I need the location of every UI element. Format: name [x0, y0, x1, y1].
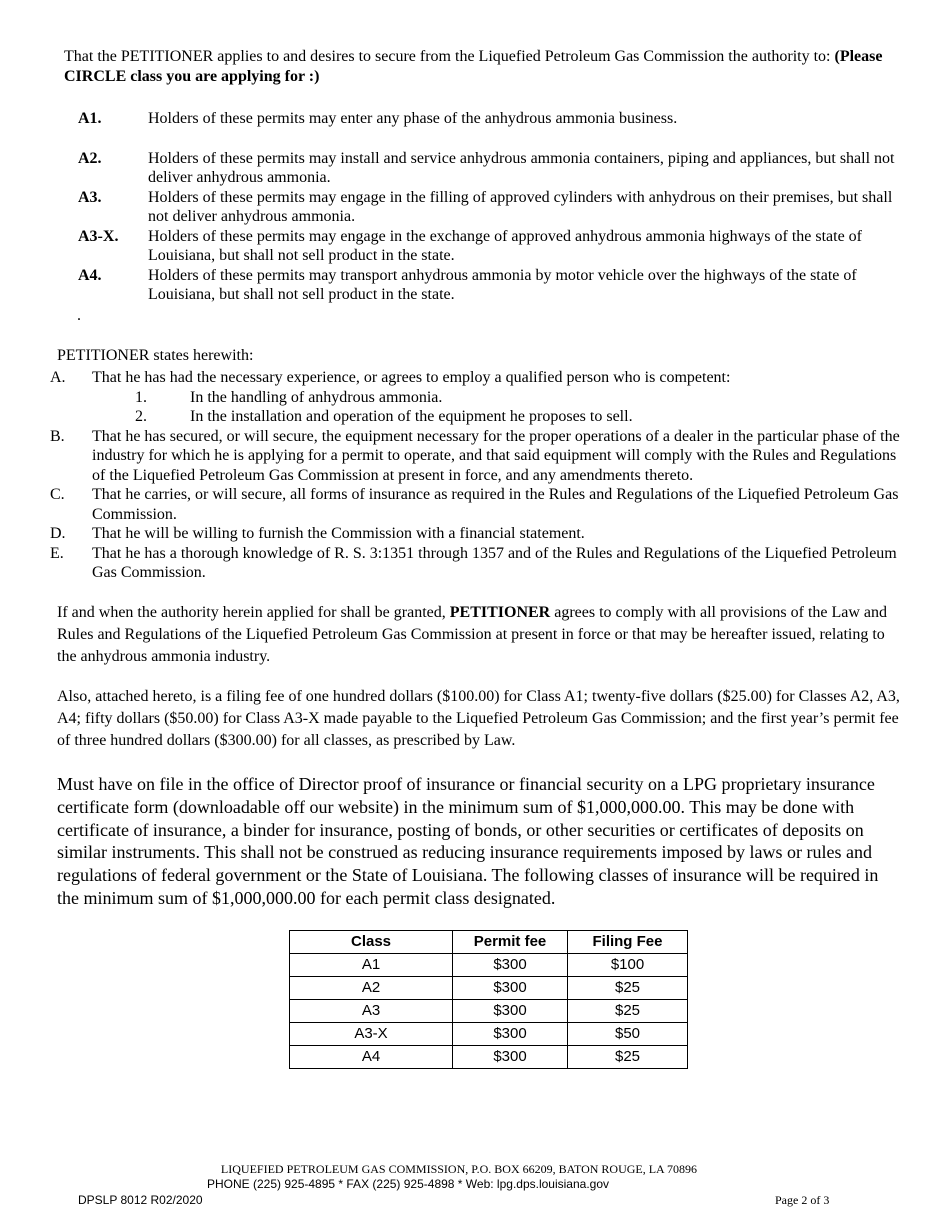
- fee-table-header-row: [290, 931, 688, 954]
- cell-permit-fee: $300: [453, 977, 568, 1000]
- cell-filing-fee: $25: [568, 1046, 688, 1069]
- statement-b: [50, 427, 900, 486]
- permit-class-description: Holders of these permits may engage in the filling of approved cylinders with anhydrous on their premises, but shall not deliver anhydrous ammonia.: [148, 188, 893, 225]
- permit-class-list: [78, 109, 908, 305]
- footer-page-number: Page 2 of 3: [775, 1193, 830, 1207]
- permit-class-code: A3.: [78, 188, 102, 206]
- permit-class-a1[interactable]: [78, 109, 908, 129]
- statement-d: [50, 524, 900, 544]
- cell-filing-fee: $25: [568, 1000, 688, 1023]
- compliance-petitioner: PETITIONER: [449, 604, 551, 621]
- statement-text: That he will be willing to furnish the Commission with a financial statement.: [92, 525, 585, 542]
- insurance-paragraph: Must have on file in the office of Director proof of insurance or financial security on a LPG proprietary insurance certificate form (downloadable off our website) in the minimum sum of $1,000,000.00. This may be done with certificate of insurance, a binder for insurance, posting of bonds, or other securities or certificates of deposits on similar instruments. This shall not be construed as reducing insurance requirements imposed by laws or rules and regulations of federal government or the State of Louisiana. The following classes of insurance will be required in the minimum sum of $1,000,000.00 for each permit class designated.: [57, 774, 879, 908]
- cell-permit-fee: $300: [453, 1023, 568, 1046]
- cell-permit-fee: $300: [453, 1046, 568, 1069]
- footer-contact: PHONE (225) 925-4895 * FAX (225) 925-4898 * Web: lpg.dps.louisiana.gov: [206, 1177, 610, 1191]
- petitioner-statements: [50, 368, 900, 583]
- cell-permit-fee: $300: [453, 1000, 568, 1023]
- statement-letter: D.: [50, 525, 66, 542]
- cell-filing-fee: $100: [568, 954, 688, 977]
- permit-class-description: Holders of these permits may install and service anhydrous ammonia containers, piping and appliances, but shall not deliver anhydrous ammonia.: [148, 149, 895, 186]
- footer-address: LIQUEFIED PETROLEUM GAS COMMISSION, P.O. BOX 66209, BATON ROUGE, LA 70896: [220, 1162, 698, 1176]
- table-row: [290, 977, 688, 1000]
- header-permit-fee: Permit fee: [453, 931, 568, 954]
- permit-class-a4[interactable]: [78, 266, 908, 305]
- permit-class-a3[interactable]: [78, 188, 908, 227]
- statement-letter: E.: [50, 544, 64, 562]
- fee-table: [289, 930, 688, 1069]
- stray-dot: .: [77, 307, 81, 324]
- permit-class-description: Holders of these permits may engage in the exchange of approved anhydrous ammonia highways of the state of Louisiana, but shall not sell product in the state.: [148, 227, 863, 264]
- permit-class-code: A1.: [78, 110, 102, 127]
- permit-class-a3x[interactable]: [78, 227, 908, 266]
- permit-class-code: A4.: [78, 266, 102, 284]
- filing-fee-paragraph: Also, attached hereto, is a filing fee of one hundred dollars ($100.00) for Class A1; twenty-five dollars ($25.00) for Classes A2, A3, A4; fifty dollars ($50.00) for Class A3-X made payable to the Liquefied Petroleum Gas Commission; and the first year’s permit fee of three hundred dollars ($300.00) for all classes, as prescribed by Law.: [57, 688, 900, 749]
- compliance-paragraph: [57, 602, 902, 668]
- statement-c: [50, 485, 900, 524]
- statement-a: [50, 368, 900, 388]
- header-class: Class: [290, 931, 453, 954]
- permit-class-code: A3-X.: [78, 227, 119, 245]
- sub-item-number: 2.: [135, 408, 147, 425]
- cell-class: A3: [290, 1000, 453, 1023]
- sub-item-number: 1.: [135, 388, 147, 406]
- table-row: [290, 1046, 688, 1069]
- intro-text: That the PETITIONER applies to and desires to secure from the Liquefied Petroleum Gas Commission the authority to:: [64, 48, 835, 65]
- cell-permit-fee: $300: [453, 954, 568, 977]
- compliance-text-start: If and when the authority herein applied for shall be granted,: [57, 604, 450, 621]
- statement-letter: A.: [50, 369, 66, 386]
- intro-paragraph: [64, 47, 894, 86]
- statement-text: That he carries, or will secure, all forms of insurance as required in the Rules and Regulations of the Liquefied Petroleum Gas Commission.: [92, 486, 899, 523]
- footer-form-number: DPSLP 8012 R02/2020: [78, 1193, 203, 1207]
- statement-a-item-1: [50, 388, 900, 408]
- permit-class-a2[interactable]: [78, 149, 908, 188]
- sub-item-text: In the installation and operation of the equipment he proposes to sell.: [190, 408, 633, 425]
- header-filing-fee: Filing Fee: [568, 931, 688, 954]
- statement-e: [50, 544, 900, 583]
- cell-class: A4: [290, 1046, 453, 1069]
- statement-text: That he has secured, or will secure, the equipment necessary for the proper operations of a dealer in the particular phase of the industry for which he is applying for a permit to operate, and that said equipment will comply with the Rules and Regulations of the Liquefied Petroleum Gas Commission at present in force, and any amendments thereto.: [92, 427, 900, 484]
- cell-class: A1: [290, 954, 453, 977]
- cell-filing-fee: $50: [568, 1023, 688, 1046]
- statement-text: That he has had the necessary experience, or agrees to employ a qualified person who is competent:: [92, 369, 731, 386]
- statement-letter: B.: [50, 427, 65, 445]
- compliance-text-end: agrees to comply with all provisions of the Law and Rules and Regulations of the Liquefied Petroleum Gas Commission at present in force or that may be hereafter issued, relating to the anhydrous ammonia industry.: [57, 604, 888, 665]
- permit-class-code: A2.: [78, 149, 102, 167]
- cell-filing-fee: $25: [568, 977, 688, 1000]
- table-row: [290, 1023, 688, 1046]
- statement-a-item-2: [50, 407, 900, 427]
- permit-class-description: Holders of these permits may enter any phase of the anhydrous ammonia business.: [148, 110, 678, 127]
- permit-class-description: Holders of these permits may transport anhydrous ammonia by motor vehicle over the highways of the state of Louisiana, but shall not sell product in the state.: [148, 266, 857, 303]
- statement-letter: C.: [50, 486, 65, 503]
- statements-intro: PETITIONER states herewith:: [57, 347, 254, 364]
- table-row: [290, 954, 688, 977]
- intro-instruction: (Please CIRCLE class you are applying for :): [64, 48, 883, 85]
- table-row: [290, 1000, 688, 1023]
- cell-class: A3-X: [290, 1023, 453, 1046]
- statement-text: That he has a thorough knowledge of R. S. 3:1351 through 1357 and of the Rules and Regulations of the Liquefied Petroleum Gas Commission.: [92, 544, 897, 581]
- cell-class: A2: [290, 977, 453, 1000]
- sub-item-text: In the handling of anhydrous ammonia.: [190, 388, 443, 406]
